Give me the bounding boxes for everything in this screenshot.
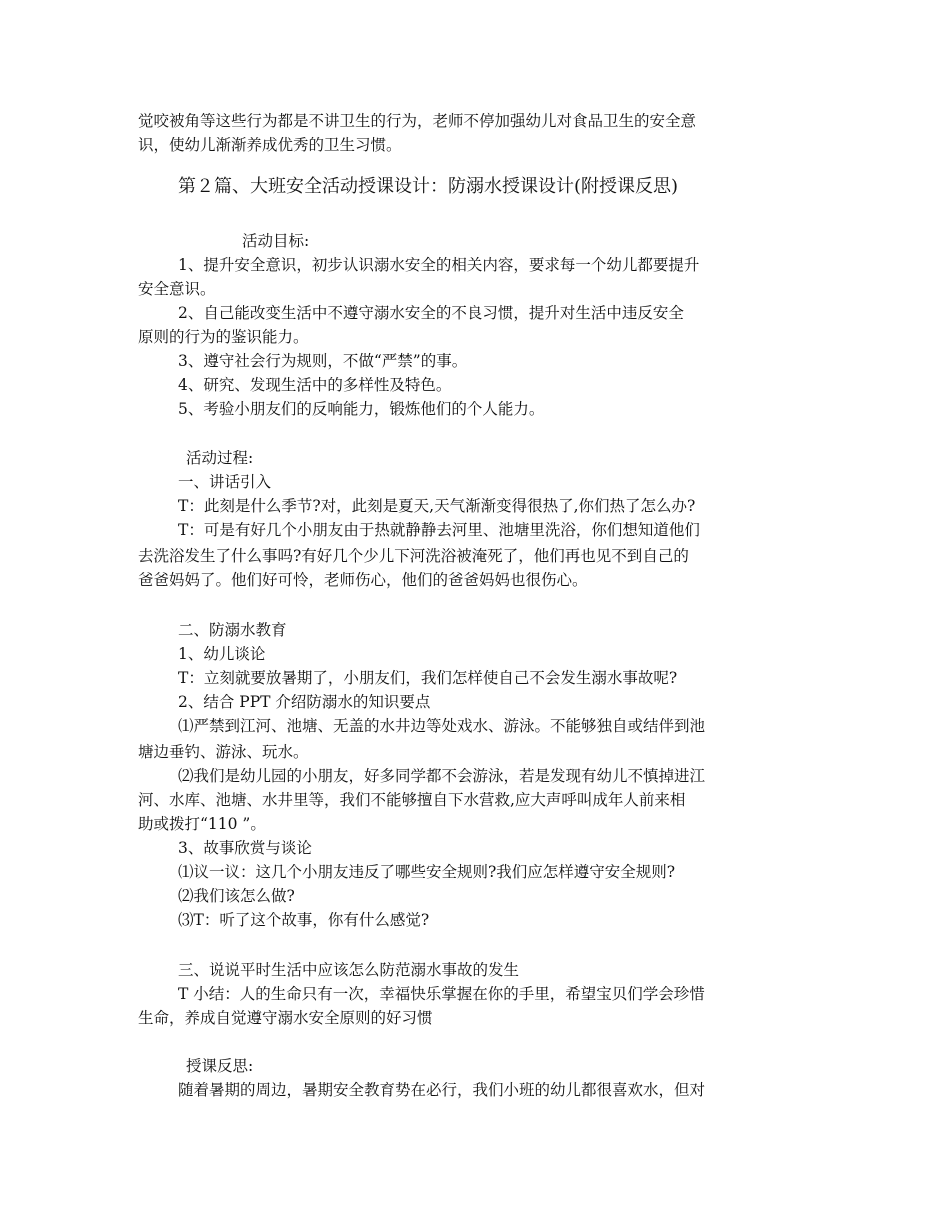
body-text: 2、结合 PPT 介绍防溺水的知识要点 [178, 693, 431, 711]
body-text: 识，使幼儿渐渐养成优秀的卫生习惯。 [138, 136, 402, 154]
section-title: 第２篇、大班安全活动授课设计：防溺水授课设计(附授课反思) [178, 176, 679, 197]
body-text: 生命，养成自觉遵守溺水安全原则的好习惯 [138, 1009, 433, 1027]
body-text: 2、自己能改变生活中不遵守溺水安全的不良习惯，提升对生活中违反安全 [178, 304, 684, 322]
body-text: T：立刻就要放暑期了，小朋友们，我们怎样使自己不会发生溺水事故呢? [178, 669, 678, 687]
body-text: 3、遵守社会行为规则，不做“严禁”的事。 [178, 352, 468, 370]
section-heading: 活动目标: [242, 232, 310, 250]
body-text: T：可是有好几个小朋友由于热就静静去河里、池塘里洗浴，你们想知道他们 [178, 521, 700, 539]
body-text: ⑵我们是幼儿园的小朋友，好多同学都不会游泳，若是发现有幼儿不慎掉进江 [178, 767, 706, 785]
body-text: 4、研究、发现生活中的多样性及特色。 [178, 376, 452, 394]
section-heading: 三、说说平时生活中应该怎么防范溺水事故的发生 [178, 961, 520, 979]
body-text: 3、故事欣赏与谈论 [178, 839, 312, 857]
section-heading: 活动过程: [186, 449, 254, 467]
body-text: 觉咬被角等这些行为都是不讲卫生的行为，老师不停加强幼儿对食品卫生的安全意 [138, 112, 697, 130]
body-text: 塘边垂钓、游泳、玩水。 [138, 743, 309, 761]
body-text: 安全意识。 [138, 280, 216, 298]
body-text: 助或拨打“110 ”。 [138, 815, 266, 833]
body-text: 随着暑期的周边，暑期安全教育势在必行，我们小班的幼儿都很喜欢水，但对 [178, 1081, 706, 1099]
body-text: ⑶T：听了这个故事，你有什么感觉? [178, 911, 430, 929]
body-text: T 小结：人的生命只有一次，幸福快乐掌握在你的手里，希望宝贝们学会珍惜 [178, 985, 705, 1003]
body-text: 爸爸妈妈了。他们好可怜，老师伤心，他们的爸爸妈妈也很伤心。 [138, 571, 588, 589]
body-text: 一、讲话引入 [178, 473, 272, 491]
section-heading: 二、防溺水教育 [178, 621, 287, 639]
body-text: ⑴严禁到江河、池塘、无盖的水井边等处戏水、游泳。不能够独自或结伴到池 [178, 717, 706, 735]
body-text: 1、幼儿谈论 [178, 645, 266, 663]
body-text: ⑵我们该怎么做? [178, 887, 295, 905]
body-text: 1、提升安全意识，初步认识溺水安全的相关内容，要求每一个幼儿都要提升 [178, 256, 700, 274]
body-text: T：此刻是什么季节?对，此刻是夏天,天气渐渐变得很热了,你们热了怎么办? [178, 497, 696, 515]
section-heading: 授课反思: [186, 1057, 254, 1075]
body-text: 原则的行为的鉴识能力。 [138, 328, 309, 346]
body-text: ⑴议一议：这几个小朋友违反了哪些安全规则?我们应怎样遵守安全规则? [178, 863, 676, 881]
body-text: 5、考验小朋友们的反响能力，锻炼他们的个人能力。 [178, 400, 545, 418]
body-text: 河、水库、池塘、水井里等，我们不能够擅自下水营救,应大声呼叫成年人前来相 [138, 791, 686, 809]
body-text: 去洗浴发生了什么事吗?有好几个少儿下河洗浴被淹死了，他们再也见不到自己的 [138, 547, 689, 565]
